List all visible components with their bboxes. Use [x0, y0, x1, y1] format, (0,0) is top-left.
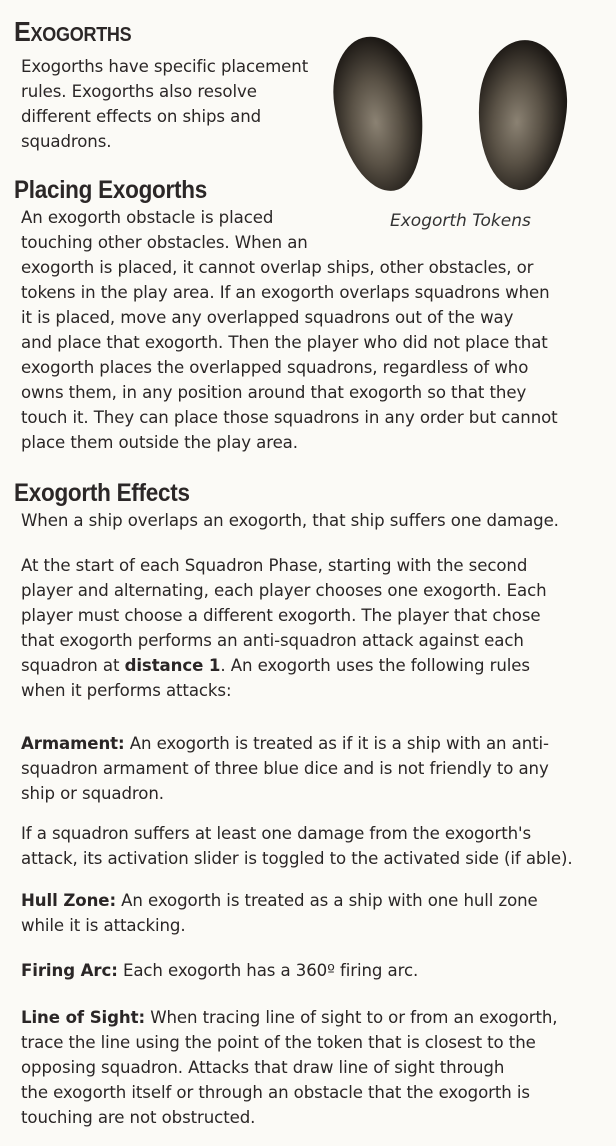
line-of-sight-rule: [21, 1005, 611, 1130]
rule-text: An exogorth is treated as a ship with one hull zone while it is attacking.: [21, 891, 538, 935]
armament-rule: [21, 731, 611, 806]
figure-caption: Exogorth Tokens: [390, 211, 531, 231]
rule-text: Each exogorth has a 360º firing arc.: [117, 961, 419, 980]
intro-paragraph: Exogorths have specific placement rules. Exogorths also resolve different effects on ships and squadrons.: [21, 57, 309, 151]
rule-label: Firing Arc:: [21, 961, 118, 980]
ship-overlap-paragraph: When a ship overlaps an exogorth, that ship suffers one damage.: [21, 511, 559, 530]
distance-term: distance 1: [124, 656, 221, 675]
placing-paragraph: An exogorth obstacle is placed touching other obstacles. When an exogorth is placed, it cannot overlap ships, other obstacles, or tokens in the play area. If an exogorth overlaps squadrons when it is placed, move any overlapped squadrons out of the way and place that exogorth. Then the player who did not place that exogorth places the overlapped squadrons, regardless of who owns them, in any position around that exogorth so that they touch it. They can place those squadrons in any order but cannot place them outside the play area.: [21, 208, 558, 452]
heading-placing-exogorths: Placing Exogorths: [14, 176, 207, 204]
squadron-phase-paragraph: [21, 553, 611, 703]
exogorth-token-open-mouth: [326, 31, 433, 197]
text: At the start of each Squadron Phase, starting with the second player and alternating, each player chooses one exogorth. Each player must choose a different exogorth. The player that chose that exogorth performs an anti-squadron attack against each squadron at: [21, 556, 547, 675]
rule-text: An exogorth is treated as if it is a ship with an anti- squadron armament of three blue dice and is not friendly to any ship or squadron.: [21, 734, 549, 803]
hull-zone-rule: [21, 888, 611, 938]
firing-arc-rule: [21, 958, 611, 983]
rule-label: Hull Zone:: [21, 891, 116, 910]
exogorth-token-closed: [470, 36, 573, 194]
rule-text: When tracing line of sight to or from an exogorth, trace the line using the point of the token that is closest to the opposing squadron. Attacks that draw line of sight through the exogorth itself or through an obstacle that the exogorth is touching are not obstructed.: [21, 1008, 558, 1127]
text: . An exogorth uses the following rules when it performs attacks:: [21, 656, 530, 700]
rule-label: Armament:: [21, 734, 125, 753]
rule-label: Line of Sight:: [21, 1008, 146, 1027]
slider-paragraph: If a squadron suffers at least one damage from the exogorth's attack, its activation slider is toggled to the activated side (if able).: [21, 824, 573, 868]
heading-exogorth-effects: Exogorth Effects: [14, 479, 190, 507]
heading-exogorths: Exogorths: [14, 16, 132, 47]
